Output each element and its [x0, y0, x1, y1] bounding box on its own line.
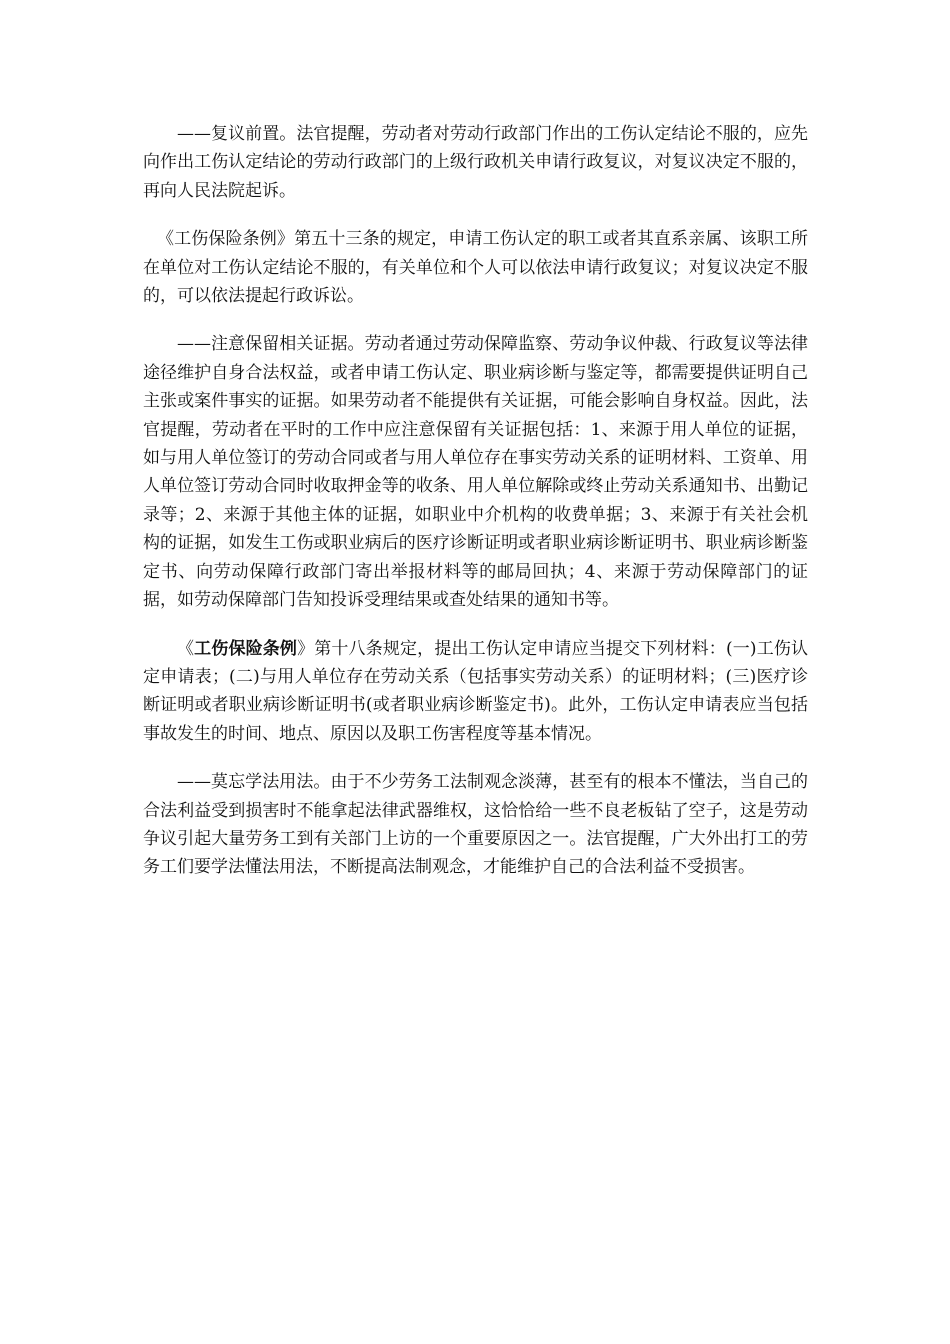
paragraph-article-53: 《工伤保险条例》第五十三条的规定，申请工伤认定的职工或者其直系亲属、该职工所在单位对工伤认定结论不服的，有关单位和个人可以依法申请行政复议；对复议决定不服的，可以依法提起行政诉讼。 — [143, 229, 808, 307]
paragraph-article-18 — [143, 635, 808, 749]
paragraph-review-first: ——复议前置。法官提醒，劳动者对劳动行政部门作出的工伤认定结论不服的，应先向作出工伤认定结论的劳动行政部门的上级行政机关申请行政复议，对复议决定不服的，再向人民法院起诉。 — [143, 124, 808, 201]
paragraph-article-18-rest: 》第十八条规定，提出工伤认定申请应当提交下列材料：(一)工伤认定申请表；(二)与用人单位存在劳动关系（包括事实劳动关系）的证明材料；(三)医疗诊断证明或者职业病诊断证明书(或者职业病诊断鉴定书)。此外，工伤认定申请表应当包括事故发生的时间、地点、原因以及职工伤害程度等基本情况。 — [143, 638, 809, 744]
paragraph-learn-law: ——莫忘学法用法。由于不少劳务工法制观念淡薄，甚至有的根本不懂法，当自己的合法利益受到损害时不能拿起法律武器维权，这恰恰给一些不良老板钻了空子，这是劳动争议引起大量劳务工到有关部门上访的一个重要原因之一。法官提醒，广大外出打工的劳务工们要学法懂法用法，不断提高法制观念，才能维护自己的合法利益不受损害。 — [143, 772, 808, 878]
regulation-title: 工伤保险条例 — [194, 638, 298, 659]
paragraph-keep-evidence: ——注意保留相关证据。劳动者通过劳动保障监察、劳动争议仲裁、行政复议等法律途径维护自身合法权益，或者申请工伤认定、职业病诊断与鉴定等，都需要提供证明自己主张或案件事实的证据。如果劳动者不能提供有关证据，可能会影响自身权益。因此，法官提醒，劳动者在平时的工作中应注意保留有关证据包括：1、来源于用人单位的证据，如与用人单位签订的劳动合同或者与用人单位存在事实劳动关系的证明材料、工资单、用人单位签订劳动合同时收取押金等的收条、用人单位解除或终止劳动关系通知书、出勤记录等；2、来源于其他主体的证据，如职业中介机构的收费单据；3、来源于有关社会机构的证据，如发生工伤或职业病后的医疗诊断证明或者职业病诊断证明书、职业病诊断鉴定书、向劳动保障行政部门寄出举报材料等的邮局回执；4、来源于劳动保障部门的证据，如劳动保障部门告知投诉受理结果或查处结果的通知书等。 — [143, 334, 808, 611]
document-body — [143, 120, 808, 902]
open-bracket: 《 — [177, 638, 195, 659]
